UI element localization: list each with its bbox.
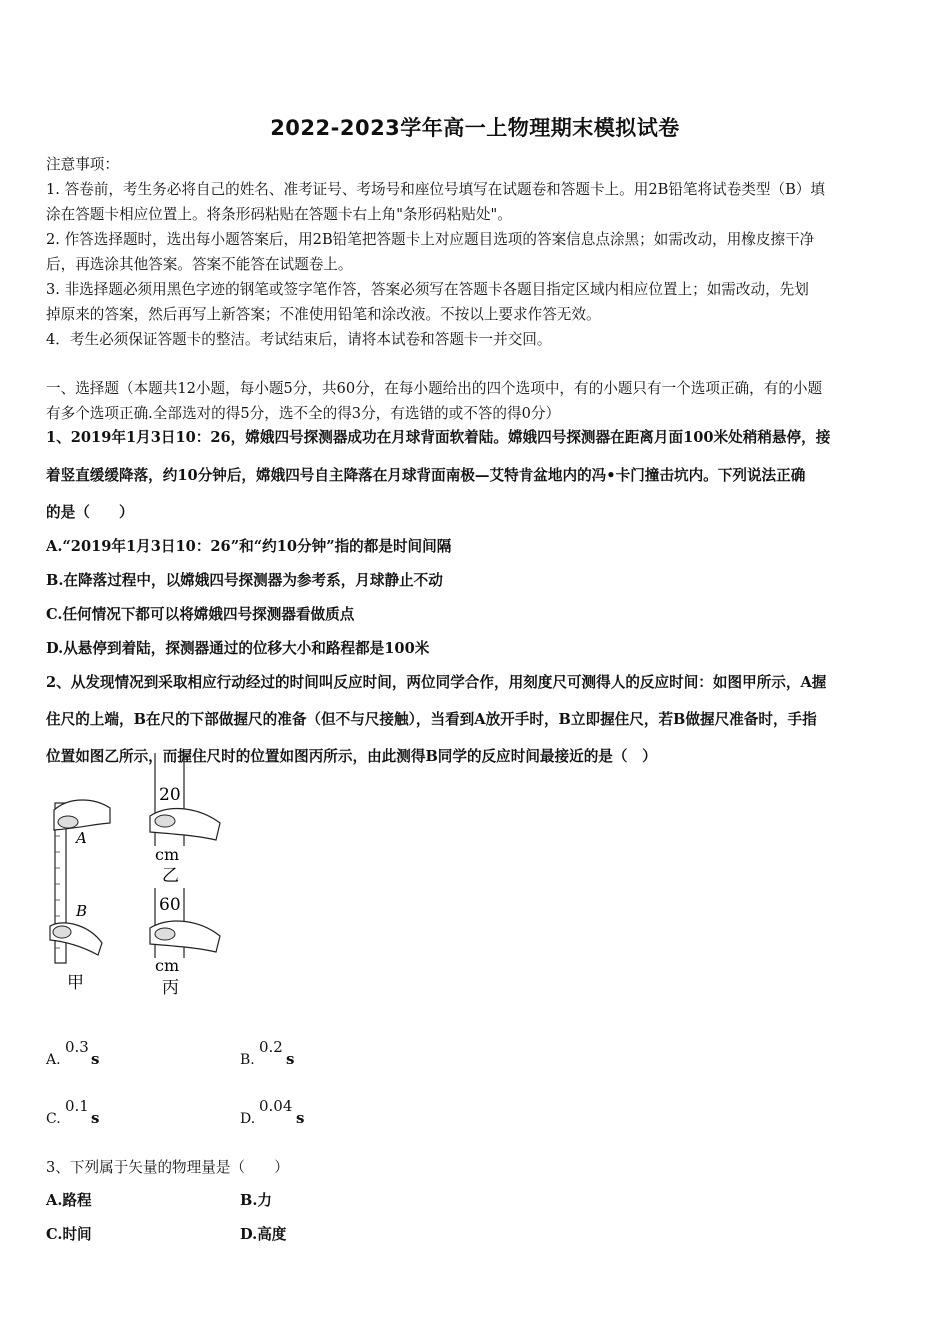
question-3-option-b: B.力 <box>240 1192 273 1209</box>
question-1-stem: 着竖直缓缓降落，约10分钟后，嫦娥四号自主降落在月球背面南极—艾特肯盆地内的冯•卡门撞击坑内。下列说法正确 <box>46 467 806 484</box>
question-1-stem: 的是（ ） <box>46 504 134 521</box>
question-3-option-c: C.时间 <box>46 1226 92 1243</box>
notice-line: 掉原来的答案，然后再写上新答案；不准使用铅笔和涂改液。不按以上要求作答无效。 <box>46 306 601 323</box>
option-letter: A. <box>46 1052 61 1068</box>
option-unit: s <box>296 1109 305 1127</box>
question-2-stem: 位置如图乙所示，而握住尺时的位置如图丙所示，由此测得B同学的反应时间最接近的是（ ） <box>46 748 657 765</box>
question-1-stem: 1、2019年1月3日10：26，嫦娥四号探测器成功在月球背面软着陆。嫦娥四号探测器在距离月面100米处稍稍悬停，接 <box>46 429 831 446</box>
notice-line: 3. 非选择题必须用黑色字迹的钢笔或签字笔作答，答案必须写在答题卡各题目指定区域内相应位置上；如需改动，先划 <box>46 281 809 298</box>
question-2-option-c <box>46 1097 100 1127</box>
page-title: 2022-2023学年高一上物理期末模拟试卷 <box>270 116 680 140</box>
question-1-option-b: B.在降落过程中，以嫦娥四号探测器为参考系，月球静止不动 <box>46 572 443 589</box>
option-letter: C. <box>46 1111 61 1127</box>
option-value: 0.1 <box>65 1097 89 1115</box>
question-1-option-d: D.从悬停到着陆，探测器通过的位移大小和路程都是100米 <box>46 640 430 657</box>
label-yi: 乙 <box>162 866 179 886</box>
label-a: A <box>76 829 87 847</box>
question-2-option-b <box>240 1038 295 1068</box>
notice-line: 后，再选涂其他答案。答案不能答在试题卷上。 <box>46 256 353 273</box>
question-2-option-d <box>240 1097 305 1127</box>
option-unit: s <box>286 1050 295 1068</box>
option-letter: B. <box>240 1052 255 1068</box>
question-2-option-a <box>46 1038 100 1068</box>
section-heading: 一、选择题（本题共12小题，每小题5分，共60分，在每小题给出的四个选项中，有的小题只有一个选项正确，有的小题 <box>46 380 823 397</box>
notice-line: 涂在答题卡相应位置上。将条形码粘贴在答题卡右上角"条形码粘贴处"。 <box>46 206 512 223</box>
question-3-stem: 3、下列属于矢量的物理量是（ ） <box>46 1159 289 1176</box>
question-3-option-a: A.路程 <box>46 1192 92 1209</box>
question-1-option-c: C.任何情况下都可以将嫦娥四号探测器看做质点 <box>46 606 355 623</box>
option-letter: D. <box>240 1111 256 1127</box>
ruler-figure <box>40 748 240 1003</box>
label-b: B <box>76 902 88 920</box>
question-3-option-d: D.高度 <box>240 1226 287 1243</box>
label-jia: 甲 <box>67 973 84 993</box>
option-unit: s <box>91 1109 100 1127</box>
question-1-option-a: A.“2019年1月3日10：26”和“约10分钟”指的都是时间间隔 <box>46 538 452 555</box>
question-2-stem: 住尺的上端，B在尺的下部做握尺的准备（但不与尺接触），当看到A放开手时，B立即握住尺，若B做握尺准备时，手指 <box>46 711 817 728</box>
notice-line: 1. 答卷前，考生务必将自己的姓名、准考证号、考场号和座位号填写在试题卷和答题卡上。用2B铅笔将试卷类型（B）填 <box>46 181 825 198</box>
unit-yi: cm <box>155 845 180 864</box>
section-heading: 有多个选项正确.全部选对的得5分，选不全的得3分，有选错的或不答的得0分） <box>46 405 561 422</box>
notice-line: 2. 作答选择题时，选出每小题答案后，用2B铅笔把答题卡上对应题目选项的答案信息点涂黑；如需改动，用橡皮擦干净 <box>46 231 815 248</box>
question-2-stem: 2、从发现情况到采取相应行动经过的时间叫反应时间，两位同学合作，用刻度尺可测得人的反应时间：如图甲所示，A握 <box>46 674 827 691</box>
option-unit: s <box>91 1050 100 1068</box>
scale-yi: 20 <box>159 785 181 805</box>
label-bing: 丙 <box>162 978 179 998</box>
option-value: 0.2 <box>259 1038 283 1056</box>
option-value: 0.3 <box>65 1038 89 1056</box>
unit-bing: cm <box>155 956 180 975</box>
notice-line: 4．考生必须保证答题卡的整洁。考试结束后，请将本试卷和答题卡一并交回。 <box>46 331 552 348</box>
option-value: 0.04 <box>259 1097 293 1115</box>
notice-heading: 注意事项： <box>46 156 119 173</box>
scale-bing: 60 <box>159 895 181 915</box>
